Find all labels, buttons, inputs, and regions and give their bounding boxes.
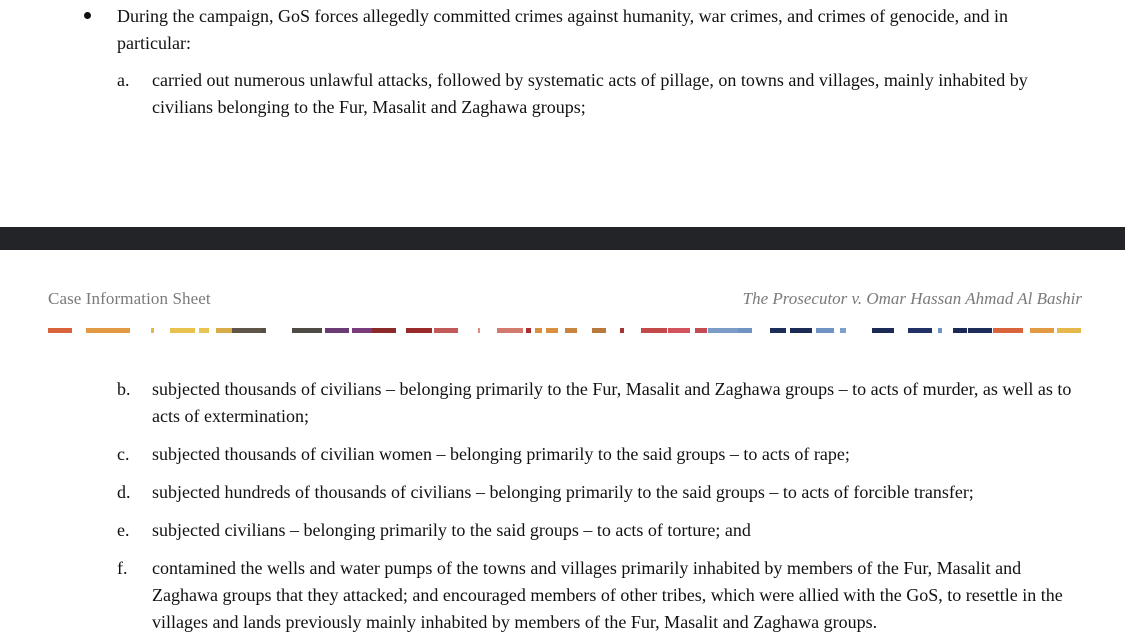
color-bar-segment xyxy=(86,328,130,333)
color-bar-segment xyxy=(216,328,232,333)
color-bar-segment xyxy=(1030,328,1054,333)
color-bar-segment xyxy=(620,328,624,333)
color-bar-segment xyxy=(993,328,1023,333)
header-right-title: The Prosecutor v. Omar Hassan Ahmad Al Bashir xyxy=(742,289,1082,308)
list-item-text: subjected thousands of civilians – belonging primarily to the Fur, Masalit and Zaghawa groups – to acts of murder, as well as to acts of extermination; xyxy=(152,379,1072,426)
list-item-f xyxy=(117,555,1082,636)
bullet-icon xyxy=(84,12,91,19)
color-bar-segment xyxy=(816,328,834,333)
bullet-paragraph: During the campaign, GoS forces allegedly committed crimes against humanity, war crimes, and crimes of genocide, and in particular: xyxy=(117,6,1009,53)
color-bar-segment xyxy=(840,328,846,333)
decorative-color-bar xyxy=(48,328,1081,333)
list-item-c xyxy=(117,441,1082,468)
color-bar-segment xyxy=(546,328,558,333)
page-top xyxy=(0,0,1125,227)
color-bar-segment xyxy=(668,328,690,333)
color-bar-segment xyxy=(372,328,396,333)
color-bar-segment xyxy=(261,328,265,333)
color-bar-segment xyxy=(434,328,458,333)
color-bar-segment xyxy=(170,328,195,333)
color-bar-segment xyxy=(908,328,932,333)
color-bar-segment xyxy=(151,328,154,333)
color-bar-segment xyxy=(953,328,967,333)
list-item-letter: d. xyxy=(117,482,131,502)
color-bar-segment xyxy=(641,328,667,333)
color-bar-segment xyxy=(1057,328,1081,333)
color-bar-segment xyxy=(592,328,606,333)
color-bar-segment xyxy=(695,328,707,333)
color-bar-segment xyxy=(968,328,992,333)
color-bar-segment xyxy=(497,328,523,333)
list-item-text: carried out numerous unlawful attacks, followed by systematic acts of pillage, on towns and villages, mainly inhabited by civilians belonging to the Fur, Masalit and Zaghawa groups; xyxy=(152,70,1028,117)
color-bar-segment xyxy=(478,328,480,333)
list-item-text: subjected civilians – belonging primarily to the said groups – to acts of torture; and xyxy=(152,520,751,540)
color-bar-segment xyxy=(770,328,786,333)
color-bar-segment xyxy=(406,328,432,333)
color-bar-segment xyxy=(738,328,752,333)
color-bar-segment xyxy=(708,328,738,333)
list-item-letter: c. xyxy=(117,444,130,464)
header-left-title: Case Information Sheet xyxy=(48,289,211,308)
page-bottom xyxy=(0,250,1125,632)
color-bar-segment xyxy=(292,328,322,333)
color-bar-segment xyxy=(352,328,372,333)
color-bar-segment xyxy=(790,328,812,333)
color-bar-segment xyxy=(199,328,209,333)
list-item-e xyxy=(117,517,1082,544)
list-item-d xyxy=(117,479,1082,506)
page-divider xyxy=(0,227,1125,250)
list-item-letter: f. xyxy=(117,558,128,578)
color-bar-segment xyxy=(535,328,542,333)
list-item-text: contamined the wells and water pumps of the towns and villages primarily inhabited by members of the Fur, Masalit and Zaghawa groups that they attacked; and encouraged members of other tribes, which were allied with the GoS, to resettle in the villages and lands previously mainly inhabited by members of the Fur, Masalit and Zaghawa groups. xyxy=(152,558,1063,632)
color-bar-segment xyxy=(872,328,894,333)
list-item-text: subjected hundreds of thousands of civilians – belonging primarily to the said groups – to acts of forcible transfer; xyxy=(152,482,974,502)
color-bar-segment xyxy=(565,328,577,333)
list-item-a xyxy=(117,67,1082,121)
color-bar-segment xyxy=(526,328,531,333)
list-item-letter: a. xyxy=(117,70,130,90)
color-bar-segment xyxy=(325,328,349,333)
list-item-letter: e. xyxy=(117,520,130,540)
list-item-letter: b. xyxy=(117,379,131,399)
list-item-b xyxy=(117,376,1082,430)
color-bar-segment xyxy=(938,328,942,333)
list-item-text: subjected thousands of civilian women – belonging primarily to the said groups – to acts of rape; xyxy=(152,444,850,464)
color-bar-segment xyxy=(48,328,72,333)
